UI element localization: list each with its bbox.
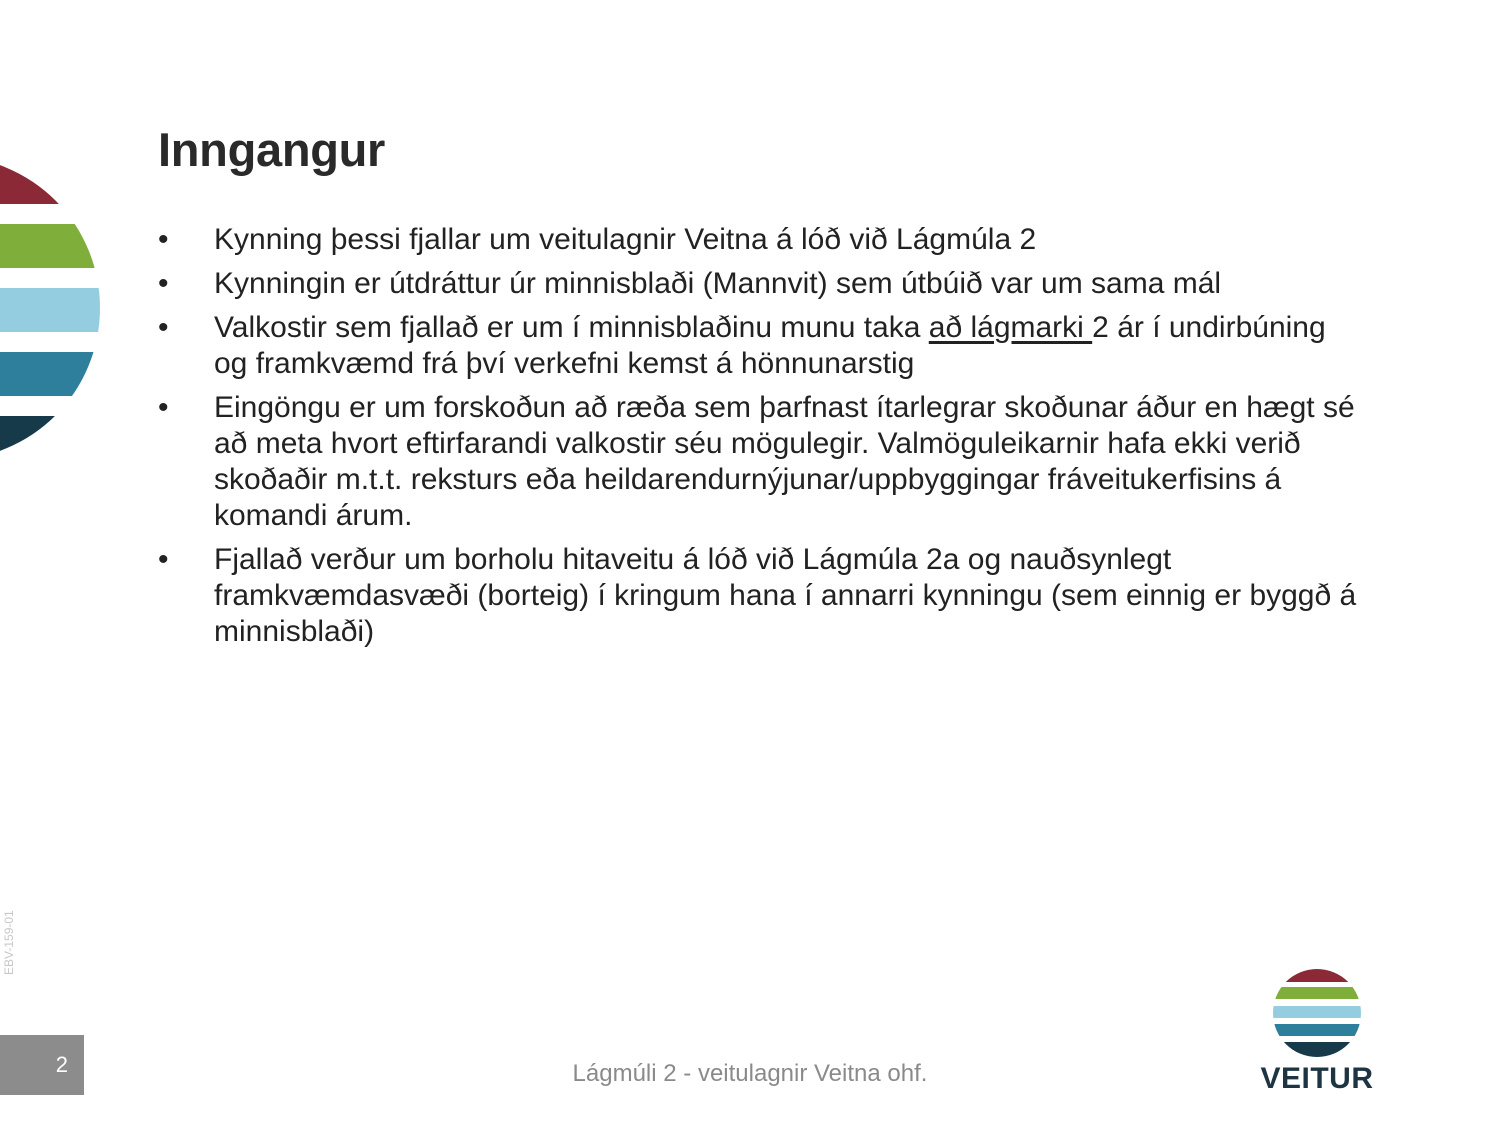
veitur-striped-circle-icon bbox=[1272, 968, 1362, 1058]
page-number-text: 2 bbox=[55, 1052, 68, 1077]
bullet-marker: • bbox=[158, 311, 169, 344]
veitur-logo bbox=[1258, 968, 1376, 1098]
bullet-item bbox=[158, 222, 1358, 258]
bullet-item bbox=[158, 390, 1358, 534]
logo-text: VEITUR bbox=[1260, 1062, 1374, 1095]
bullet-item bbox=[158, 266, 1358, 302]
bullet-text-underlined: að lágmarki bbox=[928, 311, 1093, 344]
bullet-item bbox=[158, 542, 1358, 650]
decorative-striped-circle bbox=[0, 160, 110, 460]
decor-stripe-1 bbox=[0, 160, 110, 204]
bullet-marker: • bbox=[158, 543, 169, 576]
bullet-text-after: 2 ár í undirbúning og framkvæmd frá því verkefni kemst á hönnunarstig bbox=[214, 311, 1326, 380]
decor-stripe-4 bbox=[0, 352, 110, 396]
decor-stripe-2 bbox=[0, 224, 110, 268]
bullet-text: Fjallað verður um borholu hitaveitu á lóð við Lágmúla 2a og nauðsynlegt framkvæmdasvæði (borteig) í kringum hana í annarri kynningu (sem einnig er byggð á minnisblaði) bbox=[214, 543, 1357, 648]
slide-title: Inngangur bbox=[158, 123, 386, 176]
bullet-marker: • bbox=[158, 223, 169, 256]
footer-caption: Lágmúli 2 - veitulagnir Veitna ohf. bbox=[572, 1060, 928, 1087]
bullet-marker: • bbox=[158, 391, 169, 424]
bullet-text: Kynningin er útdráttur úr minnisblaði (Mannvit) sem útbúið var um sama mál bbox=[214, 267, 1222, 300]
decor-stripe-5 bbox=[0, 416, 110, 460]
decor-stripe-3 bbox=[0, 288, 110, 332]
bullet-marker: • bbox=[158, 267, 169, 300]
bullet-text: Eingöngu er um forskoðun að ræða sem þarfnast ítarlegrar skoðunar áður en hægt sé að meta hvort eftirfarandi valkostir séu mögulegir. Valmöguleikarnir hafa ekki verið skoðaðir m.t.t. reksturs eða heildarendurnýjunar/uppbyggingar fráveitukerfisins á komandi árum. bbox=[214, 391, 1355, 532]
bullet-list bbox=[158, 222, 1358, 658]
document-code: EBV-159-01 bbox=[2, 910, 16, 975]
bullet-text-before: Valkostir sem fjallað er um í minnisblaðinu munu taka bbox=[214, 311, 929, 344]
bullet-text: Kynning þessi fjallar um veitulagnir Veitna á lóð við Lágmúla 2 bbox=[214, 223, 1037, 256]
bullet-item bbox=[158, 310, 1358, 382]
